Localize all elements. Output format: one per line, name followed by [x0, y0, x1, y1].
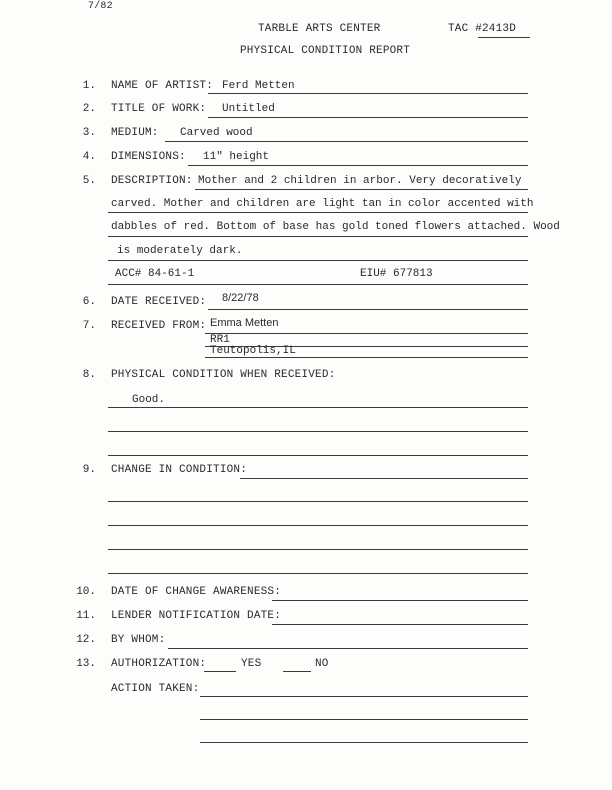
title-value: Untitled: [222, 103, 275, 115]
received-from-name: Emma Metten: [210, 317, 279, 329]
action-line-3: [200, 742, 528, 743]
yes-blank: [204, 671, 236, 672]
lender-line: [272, 624, 528, 625]
received-from-line-3: [205, 357, 528, 358]
change-date-line: [272, 600, 528, 601]
tac-number: 2413D: [482, 23, 517, 35]
description-label: DESCRIPTION:: [111, 175, 193, 187]
received-from-label: RECEIVED FROM:: [111, 320, 207, 332]
item-number: 1.: [82, 80, 96, 92]
change-date-label: DATE OF CHANGE AWARENESS:: [111, 586, 282, 598]
item-number: 8.: [82, 369, 96, 381]
action-line-1: [200, 696, 528, 697]
received-from-addr1: RR1: [210, 334, 230, 346]
change-line-4: [108, 549, 528, 550]
item-number: 2.: [82, 103, 96, 115]
condition-line-2: [108, 431, 528, 432]
tac-label: TAC #: [448, 23, 483, 35]
authorization-label: AUTHORIZATION:: [111, 658, 207, 670]
received-from-addr2: Teutopolis,IL: [210, 345, 296, 357]
by-whom-label: BY WHOM:: [111, 634, 166, 646]
item-number: 12.: [76, 634, 96, 646]
description-line-2: carved. Mother and children are light tan in color accented with: [111, 198, 534, 210]
item-number: 13.: [76, 658, 96, 670]
change-line-2: [108, 501, 528, 502]
item-number: 6.: [82, 296, 96, 308]
dimensions-label: DIMENSIONS:: [111, 151, 186, 163]
item-number: 3.: [82, 127, 96, 139]
dimensions-value: 11" height: [203, 151, 270, 163]
tac-underline: [478, 37, 530, 38]
description-underline-2: [108, 212, 528, 213]
item-number: 10.: [76, 586, 96, 598]
medium-value: Carved wood: [180, 127, 253, 139]
action-line-2: [200, 719, 528, 720]
date-received-line: [208, 309, 528, 310]
condition-label: PHYSICAL CONDITION WHEN RECEIVED:: [111, 369, 336, 381]
title-label: TITLE OF WORK:: [111, 103, 207, 115]
dimensions-line: [188, 165, 528, 166]
by-whom-line: [168, 648, 528, 649]
item-number: 11.: [76, 610, 96, 622]
date-code: 7/82: [88, 1, 113, 12]
change-line-5: [108, 573, 528, 574]
medium-label: MEDIUM:: [111, 127, 159, 139]
description-underline-3: [108, 236, 528, 237]
change-line-1: [240, 478, 528, 479]
condition-value: Good.: [132, 394, 166, 406]
artist-line: [208, 93, 528, 94]
report-title: PHYSICAL CONDITION REPORT: [240, 45, 411, 57]
description-line-1: Mother and 2 children in arbor. Very decoratively: [198, 175, 522, 187]
eiu-number: EIU# 677813: [360, 268, 433, 280]
date-received-value: 8/22/78: [222, 292, 259, 304]
received-from-line-1: [205, 333, 528, 334]
medium-line: [165, 141, 528, 142]
no-blank: [283, 671, 311, 672]
title-line: [208, 117, 528, 118]
change-line-3: [108, 525, 528, 526]
artist-value: Ferd Metten: [222, 80, 295, 92]
description-line-4: is moderately dark.: [117, 245, 243, 257]
description-line-3: dabbles of red. Bottom of base has gold toned flowers attached. Wood: [111, 221, 560, 233]
item-number: 4.: [82, 151, 96, 163]
artist-label: NAME OF ARTIST:: [111, 80, 214, 92]
condition-line-3: [108, 455, 528, 456]
change-label: CHANGE IN CONDITION:: [111, 464, 248, 476]
no-option: NO: [315, 658, 329, 670]
acc-number: ACC# 84-61-1: [115, 268, 195, 280]
item-number: 9.: [82, 464, 96, 476]
item-number: 5.: [82, 175, 96, 187]
description-underline-1: [195, 189, 528, 190]
yes-option: YES: [241, 658, 262, 670]
condition-line-1: [108, 407, 528, 408]
date-received-label: DATE RECEIVED:: [111, 296, 207, 308]
lender-label: LENDER NOTIFICATION DATE:: [111, 610, 282, 622]
item-number: 7.: [82, 320, 96, 332]
org-name: TARBLE ARTS CENTER: [258, 23, 381, 35]
acc-underline: [108, 284, 528, 285]
description-underline-4: [108, 260, 528, 261]
action-label: ACTION TAKEN:: [111, 683, 200, 695]
